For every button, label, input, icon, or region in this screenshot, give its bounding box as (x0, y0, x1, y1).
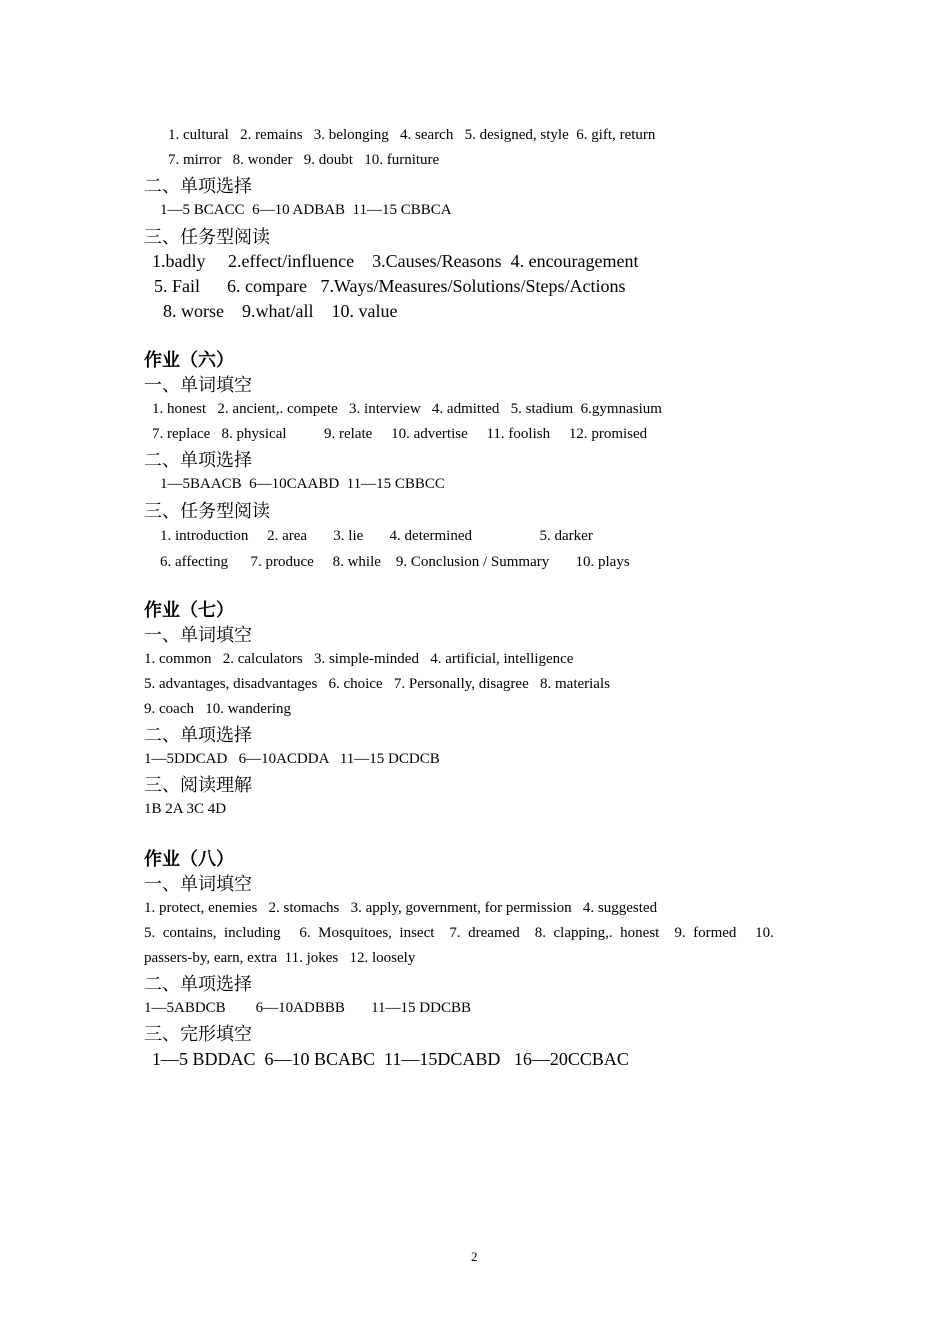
answer-line: 8. worse 9.what/all 10. value (163, 301, 398, 321)
answer-line: 1. cultural 2. remains 3. belonging 4. search 5. designed, style 6. gift, return (168, 127, 656, 143)
answer-line: 1. common 2. calculators 3. simple-minded 4. artificial, intelligence (144, 651, 574, 667)
subsection-heading: 二、单项选择 (144, 725, 252, 745)
answer-line: 1—5 BDDAC 6—10 BCABC 11—15DCABD 16—20CCBAC (152, 1049, 629, 1069)
answer-line: 1. honest 2. ancient,. compete 3. interview 4. admitted 5. stadium 6.gymnasium (152, 401, 662, 417)
answer-line: 1—5ABDCB 6—10ADBBB 11—15 DDCBB (144, 1000, 471, 1016)
answer-line: 7. replace 8. physical 9. relate 10. advertise 11. foolish 12. promised (152, 426, 648, 442)
section-title: 作业（八） (144, 849, 234, 869)
answer-line: 5. contains, including 6. Mosquitoes, insect 7. dreamed 8. clapping,. honest 9. formed 10. (144, 925, 774, 941)
answer-line: 7. mirror 8. wonder 9. doubt 10. furniture (168, 152, 440, 168)
subsection-heading: 一、单词填空 (144, 375, 252, 395)
answer-line: 5. Fail 6. compare 7.Ways/Measures/Solutions/Steps/Actions (154, 276, 626, 296)
answer-line: 1B 2A 3C 4D (144, 801, 227, 817)
subsection-heading: 二、单项选择 (144, 450, 252, 470)
section-title: 作业（六） (144, 350, 234, 370)
answer-line: 1—5 BCACC 6—10 ADBAB 11—15 CBBCA (160, 202, 452, 218)
answer-line: 9. coach 10. wandering (144, 701, 292, 717)
subsection-heading: 一、单词填空 (144, 625, 252, 645)
subsection-heading: 二、单项选择 (144, 974, 252, 994)
subsection-heading: 一、单词填空 (144, 874, 252, 894)
answer-line: 1. introduction 2. area 3. lie 4. determined 5. darker (160, 528, 593, 544)
answer-line: 1—5BAACB 6—10CAABD 11—15 CBBCC (160, 476, 445, 492)
answer-line: 1. protect, enemies 2. stomachs 3. apply, government, for permission 4. suggested (144, 900, 658, 916)
subsection-heading: 三、任务型阅读 (144, 227, 270, 247)
page-number: 2 (471, 1249, 478, 1264)
subsection-heading: 三、完形填空 (144, 1024, 252, 1044)
subsection-heading: 三、阅读理解 (144, 775, 252, 795)
subsection-heading: 二、单项选择 (144, 176, 252, 196)
answer-line: 1.badly 2.effect/influence 3.Causes/Reasons 4. encouragement (152, 251, 639, 271)
answer-line: 5. advantages, disadvantages 6. choice 7. Personally, disagree 8. materials (144, 676, 610, 692)
subsection-heading: 三、任务型阅读 (144, 501, 270, 521)
answer-line: passers-by, earn, extra 11. jokes 12. loosely (144, 950, 416, 966)
section-title: 作业（七） (144, 600, 234, 620)
answer-line: 6. affecting 7. produce 8. while 9. Conclusion / Summary 10. plays (160, 554, 630, 570)
answer-line: 1—5DDCAD 6—10ACDDA 11—15 DCDCB (144, 751, 440, 767)
